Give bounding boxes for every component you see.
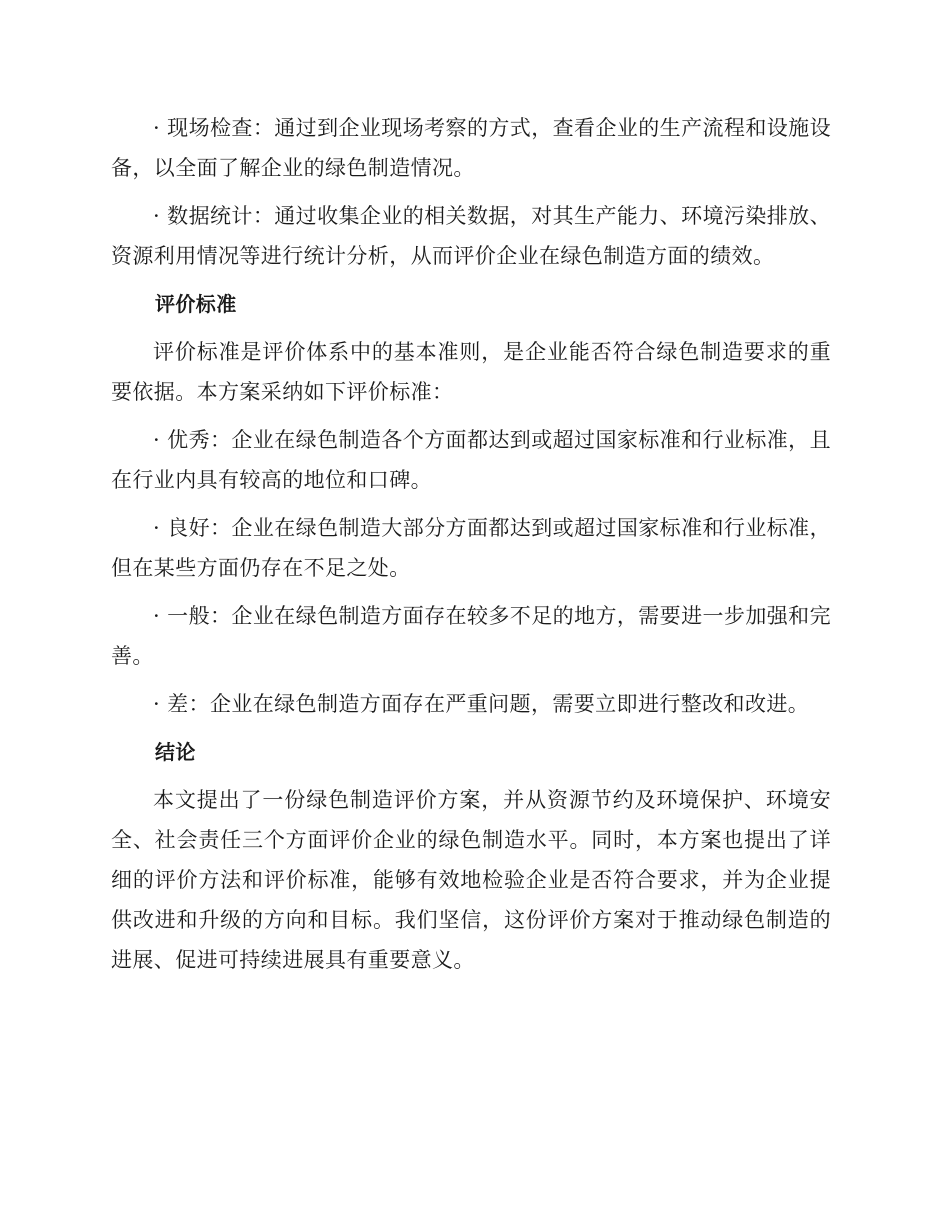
document-body xyxy=(111,108,831,980)
conclusion-paragraph: 本文提出了一份绿色制造评价方案，并从资源节约及环境保护、环境安全、社会责任三个方面评价企业的绿色制造水平。同时，本方案也提出了详细的评价方法和评价标准，能够有效地检验企业是否符合要求，并为企业提供改进和升级的方向和目标。我们坚信，这份评价方案对于推动绿色制造的进展、促进可持续进展具有重要意义。 xyxy=(111,788,831,972)
criteria-poor: · 差：企业在绿色制造方面存在严重问题，需要立即进行整改和改进。 xyxy=(153,692,810,716)
criteria-average: · 一般：企业在绿色制造方面存在较多不足的地方，需要进一步加强和完善。 xyxy=(111,604,831,668)
method-onsite-inspection: · 现场检查：通过到企业现场考察的方式，查看企业的生产流程和设施设备，以全面了解企业的绿色制造情况。 xyxy=(111,116,831,180)
section-heading-conclusion: 结论 xyxy=(155,740,196,764)
criteria-intro: 评价标准是评价体系中的基本准则，是企业能否符合绿色制造要求的重要依据。本方案采纳如下评价标准： xyxy=(111,340,831,404)
criteria-excellent: · 优秀：企业在绿色制造各个方面都达到或超过国家标准和行业标准，且在行业内具有较高的地位和口碑。 xyxy=(111,428,831,492)
method-data-statistics: · 数据统计：通过收集企业的相关数据，对其生产能力、环境污染排放、资源利用情况等进行统计分析，从而评价企业在绿色制造方面的绩效。 xyxy=(111,204,831,268)
criteria-good: · 良好：企业在绿色制造大部分方面都达到或超过国家标准和行业标准，但在某些方面仍存在不足之处。 xyxy=(111,516,831,580)
section-heading-criteria: 评价标准 xyxy=(155,292,237,316)
